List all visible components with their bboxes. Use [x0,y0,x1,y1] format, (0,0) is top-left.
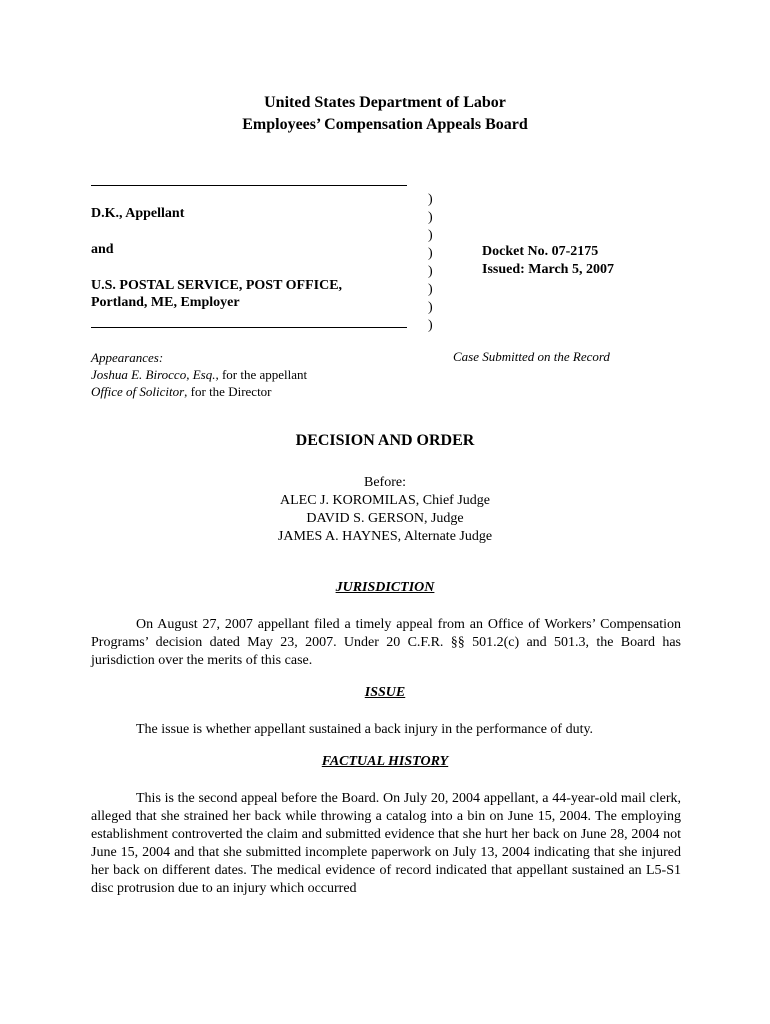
factual-history-paragraph: This is the second appeal before the Board. On July 20, 2004 appellant, a 44-year-old mail clerk, alleged that she strained her back while throwing a catalog into a bin on June 15, 2004. The employing establishment controverted the claim and submitted evidence that she hurt her back on June 28, 2004 not June 15, 2004 and that she submitted incomplete paperwork on July 13, 2004 indicating that she injured her back on different dates. The medical evidence of record indicated that appellant sustained an L5-S1 disc protrusion due to an injury which occurred [91,791,681,896]
before-block [0,474,770,546]
paren: ) [428,210,433,225]
attorney-role: for the appellant [218,367,308,382]
caption-and: and [91,242,114,257]
jurisdiction-paragraph: On August 27, 2007 appellant filed a timely appeal from an Office of Workers’ Compensation Programs’ decision dated May 23, 2007. Under 20 C.F.R. §§ 501.2(c) and 501.3, the Board has jurisdiction over the merits of this case. [91,617,681,668]
caption-top-rule [91,185,407,186]
paren: ) [428,246,433,261]
employer-line-1: U.S. POSTAL SERVICE, POST OFFICE, [91,278,343,293]
judge-name: ALEC J. KOROMILAS, Chief Judge [280,493,490,508]
paren: ) [428,318,433,333]
appellant-name: D.K., Appellant [91,206,185,221]
board-title: Employees’ Compensation Appeals Board [242,116,528,133]
paren: ) [428,192,433,207]
appearances-label: Appearances: [91,350,164,365]
solicitor-name: Office of Solicitor [91,384,185,399]
caption-parentheses [428,191,433,335]
caption-bottom-rule [91,327,407,328]
judge-name: DAVID S. GERSON, Judge [306,511,464,526]
issue-paragraph: The issue is whether appellant sustained a back injury in the performance of duty. [136,722,594,737]
issued-date: Issued: March 5, 2007 [482,262,614,277]
appearances-block [91,349,307,400]
attorney-name: Joshua E. Birocco, Esq., [91,367,219,382]
judge-name: JAMES A. HAYNES, Alternate Judge [277,529,493,544]
agency-title: United States Department of Labor [264,94,506,111]
employer-line-2: Portland, ME, Employer [91,295,240,310]
docket-number: Docket No. 07-2175 [482,244,599,259]
factual-history-heading: FACTUAL HISTORY [321,754,449,769]
before-label: Before: [364,475,406,490]
paren: ) [428,228,433,243]
paren: ) [428,300,433,315]
paren: ) [428,282,433,297]
decision-heading: DECISION AND ORDER [295,432,475,449]
jurisdiction-heading: JURISDICTION [335,580,435,595]
solicitor-role: , for the Director [184,384,272,399]
paren: ) [428,264,433,279]
case-submitted-note: Case Submitted on the Record [453,349,610,364]
issue-heading: ISSUE [364,685,406,700]
